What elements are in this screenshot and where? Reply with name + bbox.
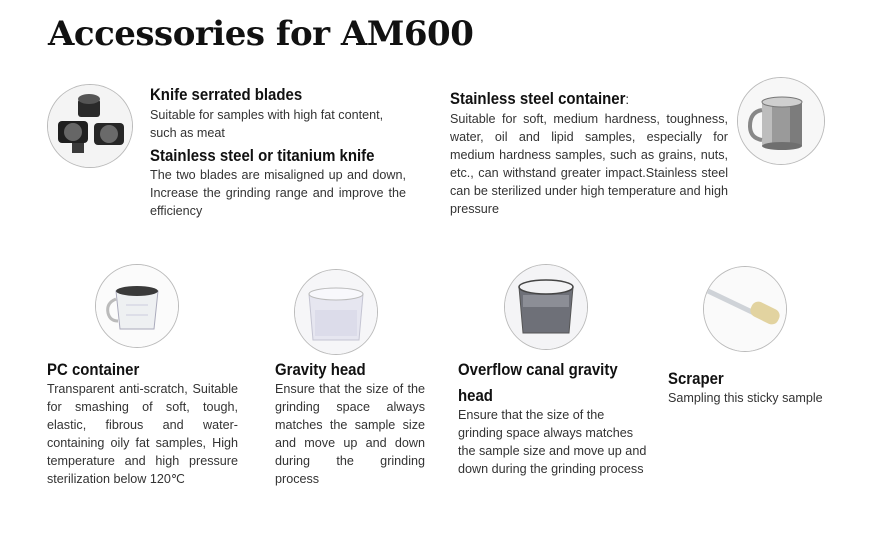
overflow-head-icon (504, 264, 588, 350)
steel-container-icon (737, 77, 825, 165)
knife-blades-title: Knife serrated blades (150, 85, 303, 104)
scraper-title: Scraper (668, 369, 724, 388)
page-title: Accessories for AM600 (48, 14, 474, 54)
gravity-head-description: Ensure that the size of the grinding space always matches the sample size and move up and down during the grinding process (275, 382, 425, 486)
pc-container-icon (95, 264, 179, 348)
knife-blades-description: Suitable for samples with high fat content, such as meat (150, 108, 384, 140)
title-colon: : (625, 91, 629, 107)
steel-knife-description: The two blades are misaligned up and down, Increase the grinding range and improve the efficiency (150, 168, 406, 218)
steel-container-description: Suitable for soft, medium hardness, toughness, water, oil and lipid samples, especially for medium hardness samples, such as grains, nuts, etc., can withstand greater impact.Stainless steel can be sterilized under high temperature and high pressure (450, 112, 728, 216)
overflow-head-description: Ensure that the size of the grinding space always matches the sample size and move up and down during the grinding process (458, 408, 647, 476)
gravity-head-icon (294, 269, 378, 355)
overflow-head-title: Overflow canal gravity head (458, 360, 618, 405)
pc-container-description: Transparent anti-scratch, Suitable for smashing of soft, tough, elastic, fibrous and water-containing oily fat samples, High temperature and high pressure sterilization below 120℃ (47, 382, 238, 486)
scraper-icon (703, 266, 787, 352)
knife-blades-icon (47, 84, 133, 168)
gravity-head-title: Gravity head (275, 360, 366, 379)
steel-container-title-text: Stainless steel container (450, 89, 626, 108)
pc-container-title: PC container (47, 360, 140, 379)
steel-knife-title: Stainless steel or titanium knife (150, 146, 375, 165)
scraper-description: Sampling this sticky sample (668, 391, 823, 405)
steel-container-title (450, 89, 629, 109)
